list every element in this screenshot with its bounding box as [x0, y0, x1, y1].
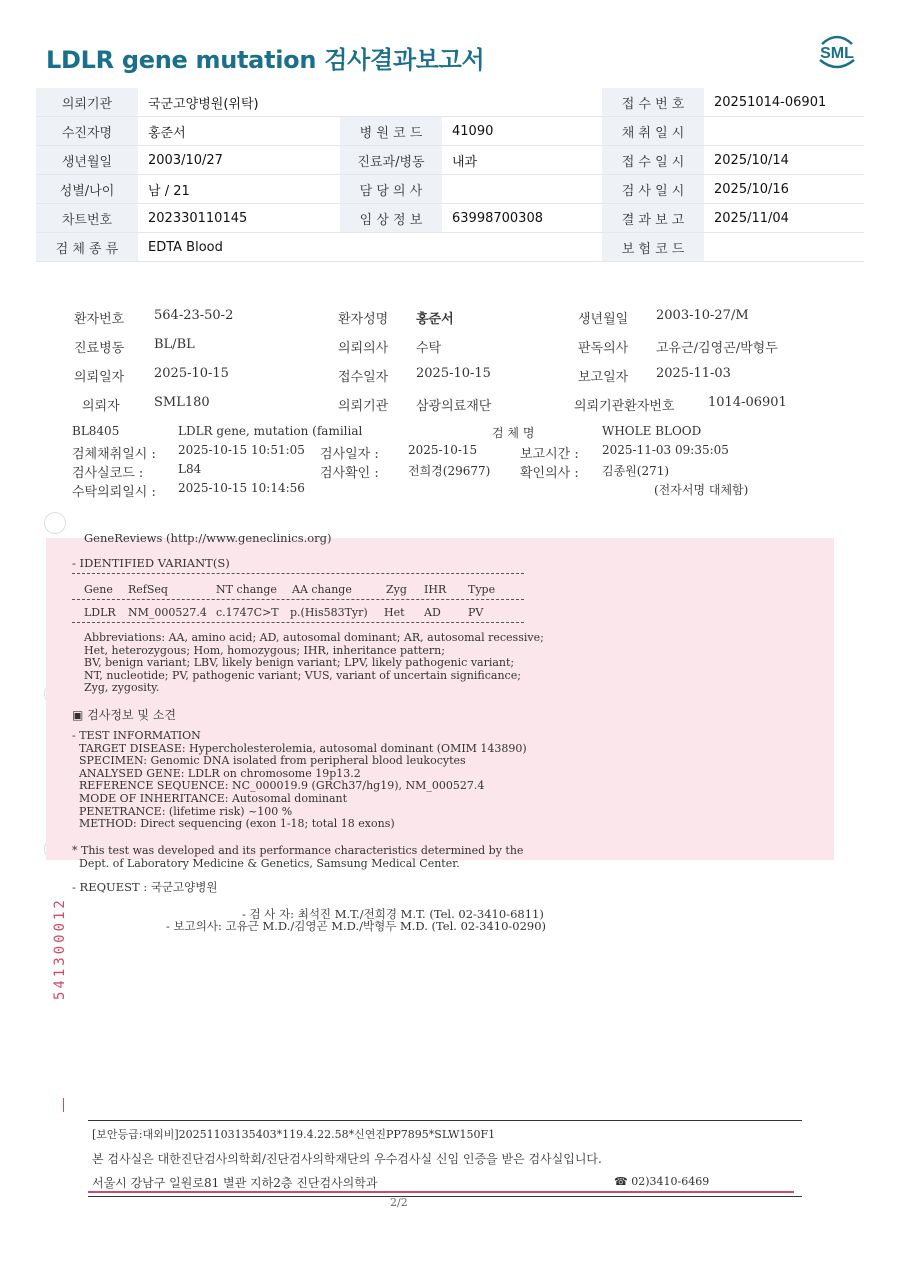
value: 564-23-50-2 — [154, 308, 234, 323]
col-nt: NT change — [216, 583, 277, 596]
identified-variants-heading: - IDENTIFIED VARIANT(S) — [72, 556, 230, 570]
header-value — [704, 233, 864, 262]
header-label: 채 취 일 시 — [602, 117, 704, 146]
value: 2025-10-15 10:51:05 — [178, 443, 305, 457]
text-line: SPECIMEN: Genomic DNA isolated from peripheral blood leukocytes — [72, 754, 466, 768]
test-code-row — [72, 424, 702, 440]
refseq: NM_000527.4 — [128, 606, 207, 619]
header-label: 접 수 일 시 — [602, 146, 704, 175]
header-value — [704, 117, 864, 146]
label: 검사일자 : — [320, 447, 379, 462]
footer-rule-2 — [88, 1196, 802, 1197]
text-line: - TEST INFORMATION — [72, 729, 201, 742]
header-value: 41090 — [442, 117, 602, 146]
specimen-label: 검 체 명 — [492, 426, 535, 440]
patient-row-4 — [82, 395, 787, 414]
examiner-line: - 검 사 자: 최석진 M.T./전희경 M.T. (Tel. 02-3410-6811) — [242, 907, 544, 921]
label: 의뢰기관 — [338, 399, 389, 414]
col-ihr: IHR — [424, 583, 447, 596]
variant-table-header — [84, 583, 496, 596]
value: 2025-10-15 — [408, 443, 478, 457]
label: 생년월일 — [578, 312, 629, 327]
sml-logo — [812, 30, 862, 74]
header-value — [442, 175, 602, 204]
header-value: 남 / 21 — [138, 175, 340, 204]
lab-row — [72, 462, 670, 481]
label: 환자번호 — [74, 312, 125, 327]
specimen-value: WHOLE BLOOD — [602, 424, 702, 438]
header-value: 2003/10/27 — [138, 146, 340, 175]
header-label: 검 체 종 류 — [36, 233, 138, 262]
page-number: 2/2 — [390, 1196, 408, 1209]
value: 2025-11-03 — [656, 366, 731, 381]
patient-row-1 — [74, 308, 749, 327]
zygosity: Het — [384, 606, 405, 619]
type: PV — [468, 606, 484, 619]
col-aa: AA change — [292, 583, 352, 596]
value: L84 — [178, 462, 202, 476]
patient-row-3 — [74, 366, 731, 385]
label: 검사확인 : — [320, 466, 379, 481]
value: BL/BL — [154, 337, 195, 352]
variant-row — [84, 606, 484, 619]
punch-hole — [44, 512, 66, 534]
footer-red-rule — [88, 1191, 794, 1193]
value: 전희경(29677) — [408, 464, 491, 478]
address-line: 서울시 강남구 일원로81 별관 지하2층 진단검사의학과 — [92, 1176, 378, 1190]
aa-change: p.(His583Tyr) — [290, 606, 368, 619]
header-label: 병 원 코 드 — [340, 117, 442, 146]
header-value: EDTA Blood — [138, 233, 602, 262]
header-value: 2025/10/14 — [704, 146, 864, 175]
header-row — [36, 175, 864, 204]
value: 고유근/김영곤/박형두 — [656, 341, 778, 356]
label: 수탁의뢰일시 : — [72, 485, 156, 500]
test-code: BL8405 — [72, 424, 120, 438]
page-title: LDLR gene mutation 검사결과보고서 — [46, 46, 485, 74]
text-line: NT, nucleotide; PV, pathogenic variant; VUS, variant of uncertain significance; — [84, 668, 521, 682]
header-label: 진료과/병동 — [340, 146, 442, 175]
text-line: Dept. of Laboratory Medicine & Genetics, Samsung Medical Center. — [72, 856, 460, 870]
label: 확인의사 : — [520, 466, 579, 481]
patient-row-2 — [74, 337, 778, 356]
label: 접수일자 — [338, 370, 389, 385]
header-table — [36, 88, 864, 262]
header-value: 20251014-06901 — [704, 88, 864, 117]
side-tick — [63, 1098, 64, 1112]
text-line: Zyg, zygosity. — [84, 681, 160, 695]
label: 의뢰자 — [82, 399, 120, 414]
gene: LDLR — [84, 606, 116, 619]
header-row — [36, 117, 864, 146]
col-type: Type — [468, 583, 496, 596]
header-label: 접 수 번 호 — [602, 88, 704, 117]
text-line: ANALYSED GENE: LDLR on chromosome 19p13.2 — [72, 766, 361, 780]
label: 진료병동 — [74, 341, 125, 356]
value: 1014-06901 — [708, 395, 787, 410]
collect-row — [72, 443, 729, 462]
value: 2025-11-03 09:35:05 — [602, 443, 729, 457]
section-heading: ▣ 검사정보 및 소견 — [72, 708, 176, 722]
header-label: 차트번호 — [36, 204, 138, 233]
table-rule — [72, 622, 524, 623]
header-row — [36, 204, 864, 233]
value: 김종원(271) — [602, 464, 670, 478]
col-zyg: Zyg — [386, 583, 407, 596]
header-value: 2025/10/16 — [704, 175, 864, 204]
label: 의뢰의사 — [338, 341, 389, 356]
header-value: 202330110145 — [138, 204, 340, 233]
col-gene: Gene — [84, 583, 113, 596]
label: 검사실코드 : — [72, 466, 144, 481]
esign-note: (전자서명 대체함) — [654, 483, 749, 497]
nt-change: c.1747C>T — [216, 606, 279, 619]
scanned-report — [0, 290, 900, 1271]
genereviews-line: GeneReviews (http://www.geneclinics.org) — [84, 531, 332, 545]
header-label: 임 상 정 보 — [340, 204, 442, 233]
value: 수탁 — [416, 341, 442, 356]
label: 보고일자 — [578, 370, 629, 385]
header-value: 2025/11/04 — [704, 204, 864, 233]
header-label: 의뢰기관 — [36, 88, 138, 117]
header-value: 63998700308 — [442, 204, 602, 233]
value: 삼광의료재단 — [416, 399, 492, 414]
text-line: PENETRANCE: (lifetime risk) ~100 % — [72, 804, 293, 818]
label: 보고시간 : — [520, 447, 579, 462]
label: 판독의사 — [578, 341, 629, 356]
header-row — [36, 88, 864, 117]
col-refseq: RefSeq — [128, 583, 168, 596]
value: 2025-10-15 10:14:56 — [178, 481, 305, 495]
label: 환자성명 — [338, 312, 389, 327]
header-value: 국군고양병원(위탁) — [138, 88, 602, 117]
certification-line: 본 검사실은 대한진단검사의학회/진단검사의학재단의 우수검사실 신임 인증을 받은 검사실입니다. — [92, 1152, 602, 1166]
text-line: Abbreviations: AA, amino acid; AD, autosomal dominant; AR, autosomal recessive; — [84, 631, 544, 644]
header-label: 보 험 코 드 — [602, 233, 704, 262]
value: 2003-10-27/M — [656, 308, 749, 323]
header-label: 수진자명 — [36, 117, 138, 146]
footer-rule — [88, 1120, 802, 1121]
label: 검체채취일시 : — [72, 447, 156, 462]
header-label: 결 과 보 고 — [602, 204, 704, 233]
text-line: BV, benign variant; LBV, likely benign variant; LPV, likely pathogenic variant; — [84, 656, 515, 670]
logo-text: SML — [820, 45, 854, 62]
text-line: MODE OF INHERITANCE: Autosomal dominant — [72, 792, 348, 805]
security-line: [보안등급:대외비]20251103135403*119.4.22.58*신연진PP7895*SLW150F1 — [92, 1128, 496, 1141]
test-name: LDLR gene, mutation (familial — [178, 424, 363, 438]
header-value: 내과 — [442, 146, 602, 175]
value: 홍준서 — [416, 312, 454, 327]
side-serial-number: 541300012 — [52, 897, 68, 1000]
header-value: 홍준서 — [138, 117, 340, 146]
header-row — [36, 146, 864, 175]
label: 의뢰일자 — [74, 370, 125, 385]
text-line: METHOD: Direct sequencing (exon 1-18; total 18 exons) — [72, 817, 395, 831]
text-line: REFERENCE SEQUENCE: NC_000019.9 (GRCh37/hg19), NM_000527.4 — [72, 779, 485, 793]
text-line: * This test was developed and its performance characteristics determined by the — [72, 844, 524, 857]
header-row — [36, 233, 864, 262]
text-line: TARGET DISEASE: Hypercholesterolemia, autosomal dominant (OMIM 143890) — [72, 741, 527, 755]
value: 2025-10-15 — [154, 366, 229, 381]
value: SML180 — [154, 395, 210, 410]
header-label: 검 사 일 시 — [602, 175, 704, 204]
header-label: 생년월일 — [36, 146, 138, 175]
table-rule — [72, 599, 524, 600]
request-row — [72, 481, 749, 500]
text-line: Het, heterozygous; Hom, homozygous; IHR, inheritance pattern; — [84, 643, 445, 657]
reporter-line: - 보고의사: 고유근 M.D./김영곤 M.D./박형두 M.D. (Tel. 02-3410-0290) — [166, 919, 547, 933]
table-rule — [72, 573, 524, 574]
header-label: 성별/나이 — [36, 175, 138, 204]
value: 2025-10-15 — [416, 366, 491, 381]
inheritance: AD — [424, 606, 441, 619]
request-line: - REQUEST : 국군고양병원 — [72, 880, 218, 894]
label: 의뢰기관환자번호 — [574, 399, 675, 414]
phone-line: ☎ 02)3410-6469 — [614, 1175, 710, 1188]
header-label: 담 당 의 사 — [340, 175, 442, 204]
